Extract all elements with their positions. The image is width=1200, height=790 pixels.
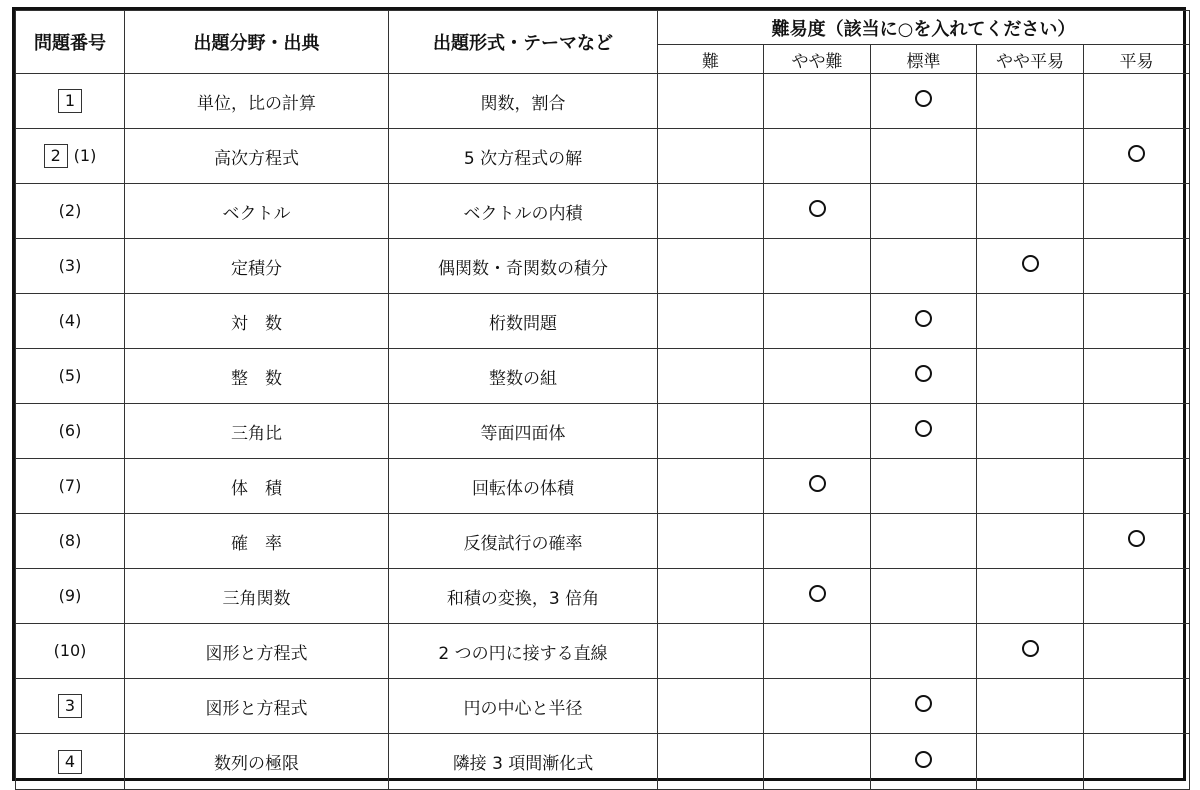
format-theme-cell: 関数，割合 bbox=[389, 74, 658, 129]
rating-cell-standard[interactable] bbox=[871, 459, 977, 514]
rating-cell-standard[interactable] bbox=[871, 514, 977, 569]
problem-number-cell bbox=[16, 294, 125, 349]
rating-cell-easy[interactable] bbox=[1084, 734, 1190, 790]
header-format-theme: 出題形式・テーマなど bbox=[389, 11, 658, 74]
table-row bbox=[16, 514, 1190, 569]
rating-cell-standard[interactable] bbox=[871, 349, 977, 404]
rating-cell-standard[interactable] bbox=[871, 569, 977, 624]
rating-cell-somewhat-hard[interactable] bbox=[764, 239, 871, 294]
rating-cell-easy[interactable] bbox=[1084, 74, 1190, 129]
problem-sub-number: (9) bbox=[58, 586, 82, 605]
rating-cell-somewhat-easy[interactable] bbox=[977, 129, 1084, 184]
field-source-cell: 図形と方程式 bbox=[125, 679, 389, 734]
rating-cell-hard[interactable] bbox=[658, 129, 764, 184]
rating-cell-easy[interactable] bbox=[1084, 184, 1190, 239]
problem-number-cell bbox=[16, 734, 125, 790]
rating-cell-standard[interactable] bbox=[871, 679, 977, 734]
rating-cell-easy[interactable] bbox=[1084, 349, 1190, 404]
circle-mark-icon bbox=[1022, 255, 1039, 272]
rating-cell-easy[interactable] bbox=[1084, 129, 1190, 184]
rating-cell-somewhat-hard[interactable] bbox=[764, 294, 871, 349]
format-theme-cell: 回転体の体積 bbox=[389, 459, 658, 514]
circle-mark-icon bbox=[915, 365, 932, 382]
format-theme-cell: 2 つの円に接する直線 bbox=[389, 624, 658, 679]
circle-mark-icon bbox=[1128, 530, 1145, 547]
problem-number-cell bbox=[16, 74, 125, 129]
field-source-cell: 高次方程式 bbox=[125, 129, 389, 184]
field-source-cell: 三角比 bbox=[125, 404, 389, 459]
rating-cell-somewhat-easy[interactable] bbox=[977, 624, 1084, 679]
rating-cell-hard[interactable] bbox=[658, 349, 764, 404]
circle-mark-icon bbox=[1022, 640, 1039, 657]
rating-cell-somewhat-hard[interactable] bbox=[764, 624, 871, 679]
rating-cell-easy[interactable] bbox=[1084, 459, 1190, 514]
format-theme-cell: 桁数問題 bbox=[389, 294, 658, 349]
rating-cell-easy[interactable] bbox=[1084, 239, 1190, 294]
rating-cell-somewhat-easy[interactable] bbox=[977, 679, 1084, 734]
rating-cell-somewhat-easy[interactable] bbox=[977, 349, 1084, 404]
problem-sub-number: (7) bbox=[58, 476, 82, 495]
circle-mark-icon bbox=[915, 420, 932, 437]
problem-sub-number: (2) bbox=[58, 201, 82, 220]
problem-number-cell bbox=[16, 514, 125, 569]
field-source-cell: 図形と方程式 bbox=[125, 624, 389, 679]
field-source-cell: 整 数 bbox=[125, 349, 389, 404]
problem-sub-number: (3) bbox=[58, 256, 82, 275]
rating-cell-easy[interactable] bbox=[1084, 569, 1190, 624]
rating-cell-somewhat-easy[interactable] bbox=[977, 184, 1084, 239]
format-theme-cell: 5 次方程式の解 bbox=[389, 129, 658, 184]
rating-cell-hard[interactable] bbox=[658, 514, 764, 569]
problem-number-cell bbox=[16, 184, 125, 239]
rating-cell-somewhat-easy[interactable] bbox=[977, 459, 1084, 514]
header-level-somewhat-easy: やや平易 bbox=[977, 45, 1084, 74]
header-level-easy: 平易 bbox=[1084, 45, 1190, 74]
rating-cell-standard[interactable] bbox=[871, 294, 977, 349]
rating-cell-somewhat-hard[interactable] bbox=[764, 349, 871, 404]
problem-number-box: 4 bbox=[58, 750, 82, 774]
circle-mark-icon bbox=[915, 751, 932, 768]
circle-mark-icon bbox=[809, 200, 826, 217]
circle-mark-icon bbox=[915, 90, 932, 107]
field-source-cell: 数列の極限 bbox=[125, 734, 389, 790]
rating-cell-somewhat-hard[interactable] bbox=[764, 734, 871, 790]
rating-cell-hard[interactable] bbox=[658, 404, 764, 459]
table-row bbox=[16, 734, 1190, 790]
rating-cell-somewhat-hard[interactable] bbox=[764, 514, 871, 569]
problem-number-cell bbox=[16, 679, 125, 734]
rating-cell-somewhat-hard[interactable] bbox=[764, 679, 871, 734]
header-level-hard: 難 bbox=[658, 45, 764, 74]
rating-cell-hard[interactable] bbox=[658, 459, 764, 514]
format-theme-cell: 整数の組 bbox=[389, 349, 658, 404]
rating-cell-hard[interactable] bbox=[658, 624, 764, 679]
format-theme-cell: 和積の変換，3 倍角 bbox=[389, 569, 658, 624]
problem-number-box: 3 bbox=[58, 694, 82, 718]
table-row bbox=[16, 184, 1190, 239]
table-row bbox=[16, 239, 1190, 294]
rating-cell-somewhat-easy[interactable] bbox=[977, 734, 1084, 790]
rating-cell-somewhat-easy[interactable] bbox=[977, 74, 1084, 129]
format-theme-cell: 反復試行の確率 bbox=[389, 514, 658, 569]
rating-cell-somewhat-hard[interactable] bbox=[764, 404, 871, 459]
problem-sub-number: (4) bbox=[58, 311, 82, 330]
difficulty-table-sheet bbox=[12, 7, 1186, 781]
table-row bbox=[16, 129, 1190, 184]
format-theme-cell: 隣接 3 項間漸化式 bbox=[389, 734, 658, 790]
rating-cell-hard[interactable] bbox=[658, 74, 764, 129]
format-theme-cell: 等面四面体 bbox=[389, 404, 658, 459]
circle-mark-icon bbox=[1128, 145, 1145, 162]
field-source-cell: 体 積 bbox=[125, 459, 389, 514]
field-source-cell: 定積分 bbox=[125, 239, 389, 294]
rating-cell-standard[interactable] bbox=[871, 184, 977, 239]
problem-number-box: 1 bbox=[58, 89, 82, 113]
rating-cell-hard[interactable] bbox=[658, 294, 764, 349]
rating-cell-hard[interactable] bbox=[658, 679, 764, 734]
rating-cell-somewhat-hard[interactable] bbox=[764, 129, 871, 184]
rating-cell-hard[interactable] bbox=[658, 569, 764, 624]
problem-sub-number: (5) bbox=[58, 366, 82, 385]
rating-cell-somewhat-hard[interactable] bbox=[764, 569, 871, 624]
rating-cell-somewhat-hard[interactable] bbox=[764, 74, 871, 129]
field-source-cell: 単位，比の計算 bbox=[125, 74, 389, 129]
problem-number-cell bbox=[16, 404, 125, 459]
circle-mark-icon bbox=[915, 310, 932, 327]
table-row bbox=[16, 294, 1190, 349]
rating-cell-hard[interactable] bbox=[658, 734, 764, 790]
problem-number-cell bbox=[16, 569, 125, 624]
rating-cell-easy[interactable] bbox=[1084, 514, 1190, 569]
rating-cell-somewhat-easy[interactable] bbox=[977, 514, 1084, 569]
difficulty-table bbox=[15, 10, 1190, 790]
problem-sub-number: (8) bbox=[58, 531, 82, 550]
rating-cell-standard[interactable] bbox=[871, 74, 977, 129]
rating-cell-somewhat-easy[interactable] bbox=[977, 294, 1084, 349]
header-difficulty: 難易度（該当に○を入れてください） bbox=[658, 11, 1190, 45]
header-field-source: 出題分野・出典 bbox=[125, 11, 389, 74]
table-row bbox=[16, 624, 1190, 679]
table-row bbox=[16, 459, 1190, 514]
format-theme-cell: 円の中心と半径 bbox=[389, 679, 658, 734]
problem-number-cell bbox=[16, 239, 125, 294]
table-row bbox=[16, 404, 1190, 459]
rating-cell-easy[interactable] bbox=[1084, 624, 1190, 679]
header-level-standard: 標準 bbox=[871, 45, 977, 74]
format-theme-cell: 偶関数・奇関数の積分 bbox=[389, 239, 658, 294]
problem-number-box: 2 bbox=[44, 144, 68, 168]
problem-number-cell bbox=[16, 349, 125, 404]
rating-cell-standard[interactable] bbox=[871, 624, 977, 679]
table-body bbox=[16, 74, 1190, 790]
rating-cell-somewhat-hard[interactable] bbox=[764, 184, 871, 239]
table-row bbox=[16, 569, 1190, 624]
field-source-cell: ベクトル bbox=[125, 184, 389, 239]
rating-cell-hard[interactable] bbox=[658, 239, 764, 294]
problem-number-cell bbox=[16, 624, 125, 679]
rating-cell-standard[interactable] bbox=[871, 404, 977, 459]
format-theme-cell: ベクトルの内積 bbox=[389, 184, 658, 239]
circle-mark-icon bbox=[809, 475, 826, 492]
problem-sub-number: (6) bbox=[58, 421, 82, 440]
rating-cell-somewhat-easy[interactable] bbox=[977, 569, 1084, 624]
rating-cell-easy[interactable] bbox=[1084, 404, 1190, 459]
rating-cell-hard[interactable] bbox=[658, 184, 764, 239]
rating-cell-somewhat-easy[interactable] bbox=[977, 404, 1084, 459]
table-row bbox=[16, 679, 1190, 734]
problem-sub-number: (1) bbox=[73, 146, 97, 165]
field-source-cell: 三角関数 bbox=[125, 569, 389, 624]
field-source-cell: 対 数 bbox=[125, 294, 389, 349]
rating-cell-standard[interactable] bbox=[871, 734, 977, 790]
header-problem-number: 問題番号 bbox=[16, 11, 125, 74]
problem-sub-number: (10) bbox=[53, 641, 87, 660]
field-source-cell: 確 率 bbox=[125, 514, 389, 569]
table-row bbox=[16, 74, 1190, 129]
rating-cell-easy[interactable] bbox=[1084, 679, 1190, 734]
problem-number-cell bbox=[16, 459, 125, 514]
circle-mark-icon bbox=[809, 585, 826, 602]
rating-cell-somewhat-easy[interactable] bbox=[977, 239, 1084, 294]
circle-mark-icon bbox=[915, 695, 932, 712]
rating-cell-standard[interactable] bbox=[871, 129, 977, 184]
rating-cell-somewhat-hard[interactable] bbox=[764, 459, 871, 514]
rating-cell-standard[interactable] bbox=[871, 239, 977, 294]
rating-cell-easy[interactable] bbox=[1084, 294, 1190, 349]
header-level-somewhat-hard: やや難 bbox=[764, 45, 871, 74]
problem-number-cell bbox=[16, 129, 125, 184]
table-row bbox=[16, 349, 1190, 404]
